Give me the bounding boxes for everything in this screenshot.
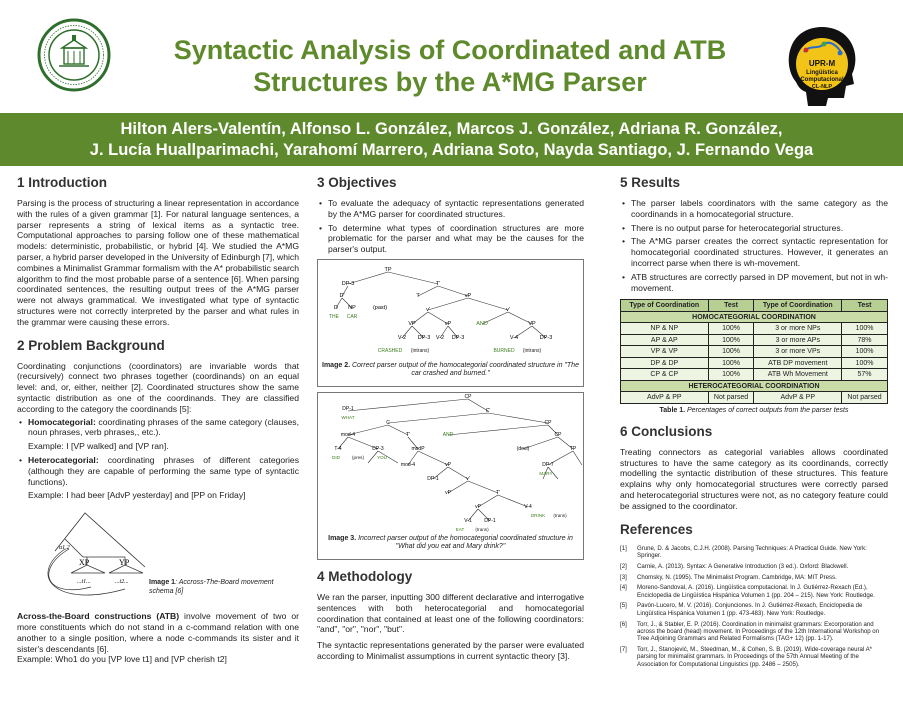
svg-text:V-4: V-4 [509, 334, 519, 341]
svg-text:AND: AND [476, 320, 488, 327]
svg-text:V-1: V-1 [464, 517, 472, 524]
svg-text:(trans): (trans) [553, 512, 567, 518]
column-right [620, 172, 888, 671]
table-header-row: Type of Coordination Test Type of Coordination Test [621, 300, 888, 312]
figure-2-caption: Image 2. Correct parser output of the homocategorial coordinated structure in "The car crashed and burned." [322, 361, 579, 378]
svg-text:mod-4: mod-4 [400, 461, 416, 468]
results-heading: 5 Results [620, 175, 681, 190]
svg-text:T': T' [495, 489, 501, 496]
svg-text:VP: VP [408, 320, 416, 327]
svg-text:T': T' [435, 280, 441, 287]
svg-text:DP-3: DP-3 [341, 280, 355, 287]
svg-text:v': v' [426, 306, 430, 313]
svg-text:vP: vP [445, 461, 451, 468]
svg-text:TP: TP [384, 266, 392, 273]
svg-text:D: D [334, 304, 338, 311]
svg-text:CP: CP [544, 419, 552, 426]
figure-1 [17, 509, 299, 609]
svg-text:v': v' [506, 306, 510, 313]
svg-text:NP: NP [348, 304, 356, 311]
figure-1-caption: Image 1: Accross-The-Board movement schema [6] [149, 579, 274, 595]
svg-text:CP: CP [554, 431, 562, 438]
svg-text:BURNED: BURNED [493, 347, 515, 354]
reference-item: [3] Chomsky, N. (1995). The Minimalist Program. Cambridge, MA: MIT Press. [620, 573, 837, 581]
svg-text:AND: AND [442, 431, 454, 438]
svg-text:(intrans): (intrans) [522, 347, 542, 354]
result-item: • The A*MG parser creates the correct syntactic representation for homocategorial coordinated structures. However, it generates an incorrect parse when there is wh-movement. [620, 236, 888, 268]
svg-text:YP: YP [119, 558, 130, 568]
svg-text:XP: XP [79, 558, 90, 568]
svg-text:DP-1: DP-1 [427, 475, 439, 482]
svg-text:CRASHED: CRASHED [377, 347, 403, 354]
svg-text:CL-NLP: CL-NLP [811, 84, 833, 90]
poster-header [0, 0, 903, 113]
cl-nlp-brain-logo-icon [782, 20, 862, 106]
heterocategorial-example: Example: I had beer [AdvP yesterday] and [PP on Friday] [28, 490, 246, 501]
result-item: • The parser labels coordinators with the same category as the coordinands in a homocategorial structure. [620, 198, 888, 220]
introduction-heading: 1 Introduction [17, 175, 107, 190]
reference-item: [7] Torr, J., Stanojević, M., Steedman, M., & Cohen, S. B. (2019). Wide-coverage neural A* parsing for minimalist grammars. In Proceedings of the 57th Annual Meeting of the Association for Computational Linguistics (pp. 2486 – 2505). [620, 645, 873, 668]
references-heading: References [620, 521, 693, 537]
poster-title: Syntactic Analysis of Coordinated and ATB Structures by the A*MG Parser [173, 35, 727, 97]
figure-3-caption: Image 3. Incorrect parser output of the homocategorial coordinated structure in "What did you eat and Mary drink?" [328, 534, 573, 551]
svg-text:MARY: MARY [539, 470, 553, 476]
methodology-heading: 4 Methodology [317, 568, 413, 584]
reference-item: [5] Pavón-Lucero, M. V. (2016). Conjunciones. In J. Gutiérrez-Rexach, Enciclopedia de Lingüística Hispánica Volumen 1 (pp. 473-483). New York: Routledge. [620, 602, 863, 617]
svg-text:DP-1: DP-1 [342, 405, 354, 412]
conclusions-text: Treating connectors as categorial variables allows coordinated structures to have the same category as its coordinands, correctly modelling the syntactic distribution of these structures. This feature explains why only homocategorial structures were correctly parsed and heterocategorial structures were not, as no category feature could be assigned to the coordinator. [620, 446, 888, 511]
methodology-text: We ran the parser, inputting 300 different declarative and interrogative sentences with both heterocategorial and homocategorial coordination that contained at least one of the following coordinators: "and", "or", "nor", "but". [317, 591, 584, 635]
svg-text:vP: vP [445, 489, 451, 496]
svg-text:CAR: CAR [346, 313, 358, 320]
svg-text:VP: VP [528, 320, 536, 327]
objective-item: • To determine what types of coordination structures are more problematic for the parser and what may be the causes for the parser's output. [317, 223, 584, 255]
svg-text:α1,2: α1,2 [59, 545, 70, 552]
svg-text:DRINK: DRINK [530, 512, 546, 518]
svg-text:modP: modP [411, 445, 425, 452]
figure-3 [317, 392, 584, 560]
svg-text:DP-3: DP-3 [539, 334, 553, 341]
svg-text:DP-3: DP-3 [372, 445, 384, 452]
svg-text:(intrans): (intrans) [410, 347, 430, 354]
svg-text:TP: TP [569, 445, 577, 452]
svg-text:(trans): (trans) [475, 526, 489, 532]
homocategorial-example: Example: I [VP walked] and [VP ran]. [28, 441, 169, 452]
svg-text:C: C [386, 419, 390, 426]
svg-text:Lingüística: Lingüística [806, 70, 838, 76]
atb-example: Example: Who1 do you [VP love t1] and [VP cherish t2] [17, 654, 227, 665]
svg-text:V-2: V-2 [435, 334, 445, 341]
table-row: CP & CP 100% ATB Wh Movement 57% [621, 369, 888, 381]
svg-text:T-4: T-4 [334, 445, 342, 452]
svg-text:(decl): (decl) [516, 445, 530, 452]
university-seal-icon [37, 18, 111, 92]
svg-text:DP-1: DP-1 [484, 517, 496, 524]
table-row: NP & NP 100% 3 or more NPs 100% [621, 323, 888, 335]
incorrect-parse-tree-diagram [318, 393, 583, 535]
result-item: • There is no output parse for heterocategorial structures. [620, 223, 888, 234]
atb-text: Across-the-Board constructions (ATB) involve movement of two or more constituents which do not stand in a c-command relation with one another to a single position, where a node c-commands its sister and it sister's descendants [6]. [17, 611, 299, 654]
svg-text:V-4: V-4 [524, 503, 532, 510]
svg-text:WHAT: WHAT [341, 414, 355, 420]
svg-text:DP-3: DP-3 [451, 334, 465, 341]
svg-text:(pres): (pres) [352, 454, 364, 460]
svg-text:CP: CP [464, 393, 472, 400]
references-list [620, 545, 888, 668]
table-row: DP & DP 100% ATB DP movement 100% [621, 357, 888, 369]
heterocategorial-item: • Heterocategorial: coordinating phrases of different categories (although they are capable of performing the same type of syntactic functions). [17, 455, 299, 487]
table-row: AdvP & PP Not parsed AdvP & PP Not parsed [621, 392, 888, 404]
introduction-text: Parsing is the process of structuring a linear representation in accordance with the rules of a given grammar [1]. For natural language sentences, a parser represents a string of lexical items as a syntactic tree. Computational approaches to parsing follow one of these mathematical models: deterministic, probabilistic, or hybrid [4]. We studied the A*MG parser, a hybrid parser developed in the University of Edinburgh [7], which combines a Minimalist Grammar formalism with the A* probabilistic search algorithm to find the most probable parse of a sentence [6]. When parsing coordinated sentences, the resulting output trees of the A*MG parser were not always grammatical. We investigated what type of syntactic structures were not correctly interpreted by the parser and what rules in the grammar were causing these errors. [17, 198, 299, 327]
svg-text:D': D' [339, 292, 345, 299]
svg-text:...t2...: ...t2... [115, 579, 129, 586]
svg-text:mod-4: mod-4 [340, 431, 356, 438]
reference-item: [6] Torr, J., & Stabler, E. P. (2016). Coordination in minimalist grammars: Excorporation and across the board (head) movement. In Proceedings of the 12th International Workshop on Tree Adjoining Grammars and Related Formalisms (TAG+ 12) (pp. 1-17). [620, 620, 880, 643]
objective-item: • To evaluate the adequacy of syntactic representations generated by the A*MG parser for coordinated structures. [317, 198, 584, 220]
reference-item: [4] Moreno-Sandoval, A. (2016). Lingüística computacional. In J. Gutiérrez-Rexach (Ed.), Enciclopedia de Lingüística Hispánica Volumen 1 (pp. 204 – 215). New York: Routledge. [620, 584, 875, 599]
methodology-text-2: The syntactic representations generated by the parser were evaluated according to Minimalist assumptions in current syntactic theory [3]. [317, 640, 584, 661]
reference-item: [1] Grune, D. & Jacobs, C.J.H. (2008). Parsing Techniques: A Practical Guide. New York: Springer. [620, 544, 867, 559]
result-item: • ATB structures are correctly parsed in DP movement, but not in wh-movement. [620, 272, 888, 294]
svg-text:v': v' [466, 475, 470, 482]
svg-text:vP: vP [444, 320, 452, 327]
figure-2 [317, 259, 584, 387]
svg-text:YOU: YOU [377, 454, 387, 460]
svg-text:DP-3: DP-3 [417, 334, 431, 341]
table-row: AP & AP 100% 3 or more APs 78% [621, 334, 888, 346]
homocategorial-item: • Homocategorial: coordinating phrases of the same category (clauses, noun phrases, verb phrases,, etc.). [17, 417, 299, 439]
table-caption: Table 1. Percentages of correct outputs from the parser tests [659, 406, 849, 414]
objectives-heading: 3 Objectives [317, 175, 397, 190]
reference-item: [2] Carnie, A. (2013). Syntax: A Generative Introduction (3 ed.). Oxford: Blackwell. [620, 562, 849, 570]
authors-list: Hilton Alers-Valentín, Alfonso L. González, Marcos J. González, Adriana R. González, J. Lucía Huallparimachi, Yarahomí Marrero, Adriana Soto, Nayda Santiago, J. Fernando Vega [89, 120, 814, 159]
svg-text:C': C' [485, 407, 491, 414]
svg-text:T: T [416, 292, 420, 299]
svg-text:EAT: EAT [455, 526, 465, 532]
table-section-row: HOMOCATEGORIAL COORDINATION [621, 311, 888, 323]
svg-text:(past): (past) [372, 304, 388, 311]
background-text: Coordinating conjunctions (coordinators) are invariable words that (recursively) connect two phrases together (coordinands) on an equal level: and, or, either, neither [2]. Coordinated structures show the same syntactic distribution as one of the coordinands. They are classified according to the category the coordinands [5]: [17, 360, 299, 414]
svg-text:V-2: V-2 [397, 334, 407, 341]
svg-text:DID: DID [332, 454, 340, 460]
problem-background-heading: 2 Problem Background [17, 337, 165, 353]
authors-bar [0, 113, 903, 166]
svg-text:vP: vP [464, 292, 472, 299]
column-left [17, 172, 299, 665]
svg-text:vP: vP [475, 503, 481, 510]
svg-text:Computacional: Computacional [800, 77, 844, 83]
results-table [620, 299, 888, 404]
svg-text:DP-7: DP-7 [542, 461, 554, 468]
svg-text:T': T' [405, 431, 411, 438]
table-section-row: HETEROCATEGORIAL COORDINATION [621, 380, 888, 392]
table-row: VP & VP 100% 3 or more VPs 100% [621, 346, 888, 358]
column-middle [317, 172, 584, 662]
svg-text:UPR-M: UPR-M [808, 59, 836, 68]
correct-parse-tree-diagram [318, 260, 583, 360]
conclusions-heading: 6 Conclusions [620, 423, 713, 439]
svg-text:...t1...: ...t1... [77, 579, 91, 586]
svg-text:THE: THE [329, 313, 339, 320]
atb-movement-diagram [25, 509, 155, 607]
